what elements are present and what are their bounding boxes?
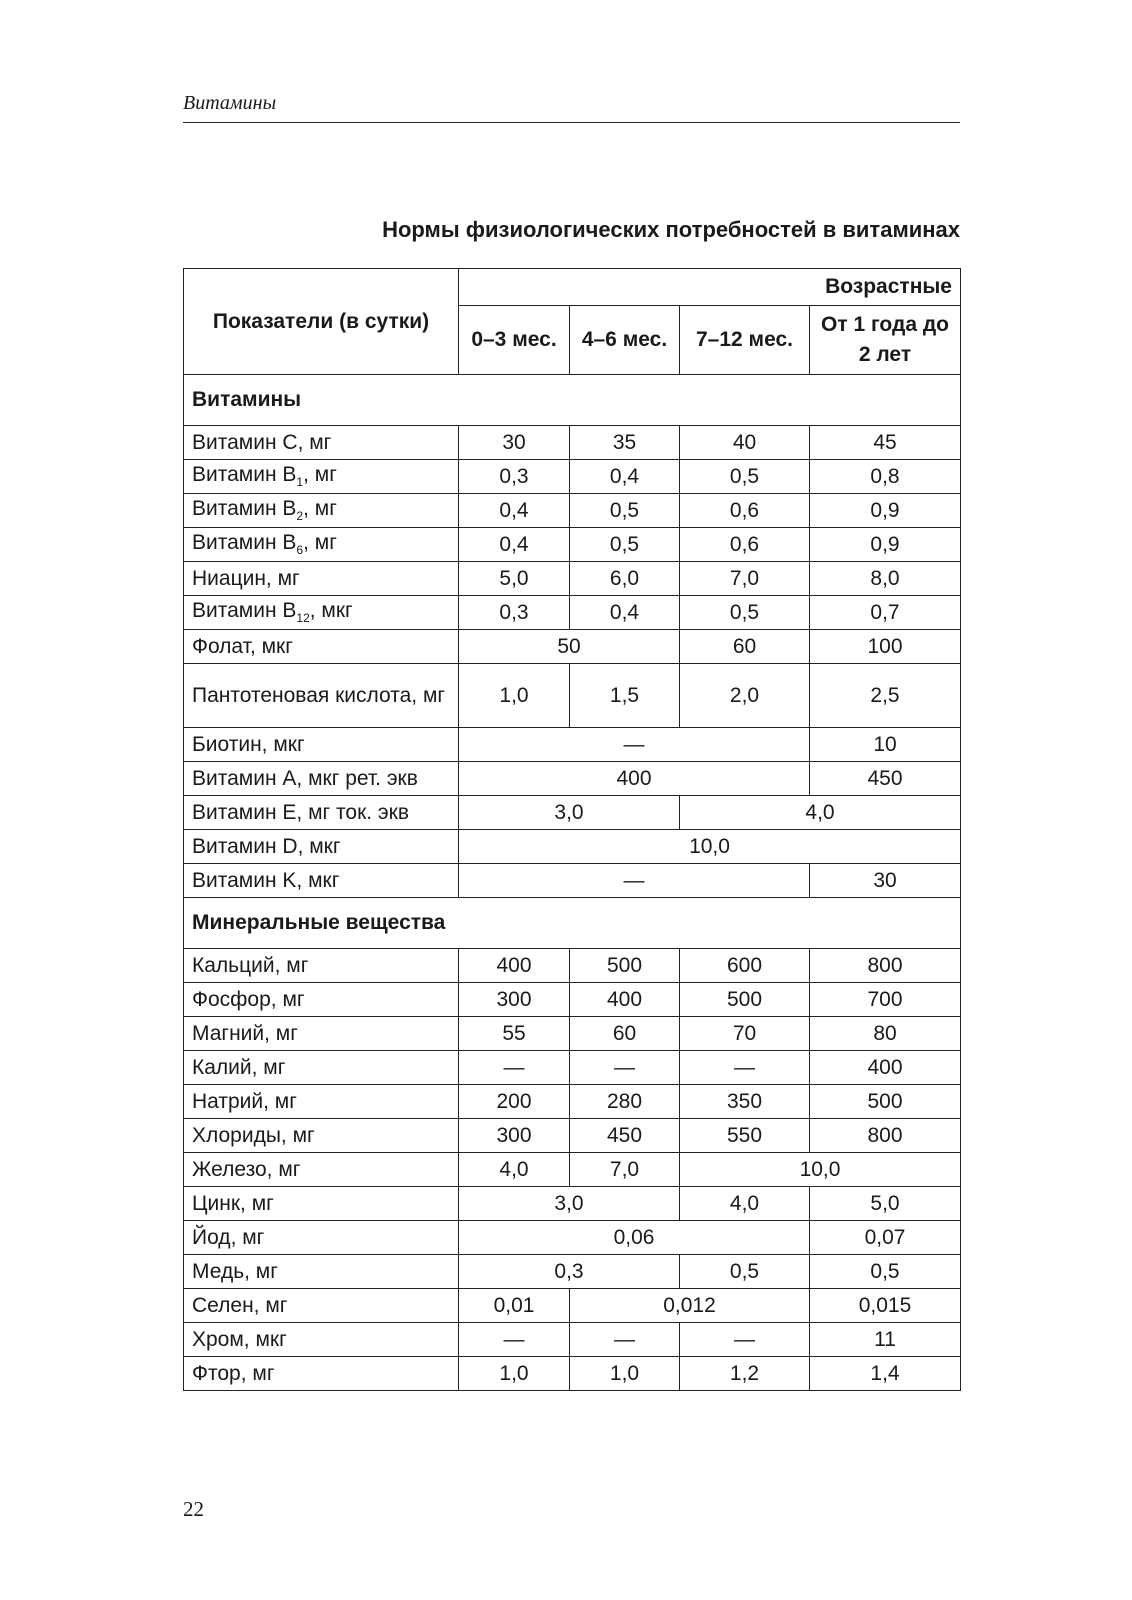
table-cell: 30	[810, 864, 961, 898]
table-cell: 2,5	[810, 664, 961, 728]
table-cell: 0,5	[680, 1255, 810, 1289]
table-cell: 60	[570, 1017, 680, 1051]
table-row	[184, 630, 961, 664]
table-row	[184, 1017, 961, 1051]
table-cell: 0,012	[570, 1289, 810, 1323]
header-row-1	[184, 269, 961, 306]
table-row	[184, 664, 961, 728]
row-label: Магний, мг	[184, 1017, 459, 1051]
table-cell: 300	[459, 1119, 570, 1153]
table-row	[184, 864, 961, 898]
table-cell: 0,5	[680, 596, 810, 630]
section-row	[184, 375, 961, 426]
header-rule	[183, 122, 960, 123]
col-header-7-12: 7–12 мес.	[680, 306, 810, 375]
row-label: Фтор, мг	[184, 1357, 459, 1391]
row-label: Витамин $B_1$, мг	[184, 460, 459, 494]
table-cell: 0,3	[459, 460, 570, 494]
table-cell: 2,0	[680, 664, 810, 728]
table-cell: 0,07	[810, 1221, 961, 1255]
table-cell: —	[459, 864, 810, 898]
table-cell: 3,0	[459, 1187, 680, 1221]
page-number: 22	[183, 1497, 204, 1521]
table-row	[184, 796, 961, 830]
table-cell: —	[459, 1051, 570, 1085]
table-cell: 0,01	[459, 1289, 570, 1323]
table-cell: 0,4	[459, 494, 570, 528]
table-row	[184, 1119, 961, 1153]
section-minerals: Минеральные вещества	[184, 898, 961, 949]
section-row	[184, 898, 961, 949]
row-label: Кальций, мг	[184, 949, 459, 983]
table-cell: 400	[459, 762, 810, 796]
table-cell: 60	[680, 630, 810, 664]
table-cell: 1,0	[459, 1357, 570, 1391]
table-cell: 500	[570, 949, 680, 983]
table-row	[184, 1323, 961, 1357]
section-vitamins: Витамины	[184, 375, 961, 426]
table-cell: 0,5	[570, 494, 680, 528]
table-row	[184, 494, 961, 528]
table-row	[184, 528, 961, 562]
row-label: Биотин, мкг	[184, 728, 459, 762]
row-label: Витамин K, мкг	[184, 864, 459, 898]
table-cell: 1,0	[570, 1357, 680, 1391]
table-cell: —	[459, 1323, 570, 1357]
running-head: Витамины	[183, 92, 277, 114]
param-column-header: Показатели (в сутки)	[184, 269, 459, 375]
table-cell: 800	[810, 1119, 961, 1153]
table-cell: 40	[680, 426, 810, 460]
table-cell: —	[680, 1051, 810, 1085]
table-cell: 0,015	[810, 1289, 961, 1323]
table-cell: 0,6	[680, 494, 810, 528]
table-cell: 500	[810, 1085, 961, 1119]
table-cell: 50	[459, 630, 680, 664]
table-cell: 0,5	[810, 1255, 961, 1289]
row-label: Хром, мкг	[184, 1323, 459, 1357]
table-cell: 7,0	[680, 562, 810, 596]
table-title: Нормы физиологических потребностей в витаминах	[382, 217, 960, 242]
table-cell: 0,7	[810, 596, 961, 630]
table-row	[184, 596, 961, 630]
table-cell: 0,3	[459, 1255, 680, 1289]
table-row	[184, 1051, 961, 1085]
table-cell: 0,5	[570, 528, 680, 562]
table-cell: 500	[680, 983, 810, 1017]
row-label: Пантотеновая кислота, мг	[184, 664, 459, 728]
table-cell: 400	[570, 983, 680, 1017]
row-label: Ниацин, мг	[184, 562, 459, 596]
table-cell: 1,2	[680, 1357, 810, 1391]
table-cell: 11	[810, 1323, 961, 1357]
table-row	[184, 1357, 961, 1391]
table-cell: 0,4	[459, 528, 570, 562]
table-row	[184, 762, 961, 796]
table-row	[184, 562, 961, 596]
row-label: Йод, мг	[184, 1221, 459, 1255]
table-row	[184, 1085, 961, 1119]
table-row	[184, 949, 961, 983]
row-label: Фосфор, мг	[184, 983, 459, 1017]
table-row	[184, 1221, 961, 1255]
col-header-1-2y: От 1 года до 2 лет	[810, 306, 961, 375]
row-label: Цинк, мг	[184, 1187, 459, 1221]
table-cell: 4,0	[680, 1187, 810, 1221]
table-cell: 0,3	[459, 596, 570, 630]
table-cell: 5,0	[459, 562, 570, 596]
row-label: Железо, мг	[184, 1153, 459, 1187]
table-cell: 80	[810, 1017, 961, 1051]
table-cell: 700	[810, 983, 961, 1017]
row-label: Витамин $B_{12}$, мкг	[184, 596, 459, 630]
table-row	[184, 830, 961, 864]
col-header-4-6: 4–6 мес.	[570, 306, 680, 375]
table-cell: 1,4	[810, 1357, 961, 1391]
table-cell: 0,6	[680, 528, 810, 562]
row-label: Натрий, мг	[184, 1085, 459, 1119]
table-cell: 1,5	[570, 664, 680, 728]
table-cell: 200	[459, 1085, 570, 1119]
table-cell: 800	[810, 949, 961, 983]
table-cell: 1,0	[459, 664, 570, 728]
table-cell: 0,4	[570, 460, 680, 494]
table-cell: 70	[680, 1017, 810, 1051]
row-label: Калий, мг	[184, 1051, 459, 1085]
table-cell: 4,0	[459, 1153, 570, 1187]
table-cell: 7,0	[570, 1153, 680, 1187]
col-header-0-3: 0–3 мес.	[459, 306, 570, 375]
row-label: Витамин $B_6$, мг	[184, 528, 459, 562]
table-cell: 350	[680, 1085, 810, 1119]
row-label: Хлориды, мг	[184, 1119, 459, 1153]
table-row	[184, 983, 961, 1017]
table-cell: 6,0	[570, 562, 680, 596]
table-cell: 550	[680, 1119, 810, 1153]
table-cell: 30	[459, 426, 570, 460]
table-cell: 300	[459, 983, 570, 1017]
table-cell: 35	[570, 426, 680, 460]
table-cell: 4,0	[680, 796, 961, 830]
table-cell: 55	[459, 1017, 570, 1051]
table-cell: 5,0	[810, 1187, 961, 1221]
table-cell: 0,4	[570, 596, 680, 630]
table-cell: 280	[570, 1085, 680, 1119]
table-row	[184, 426, 961, 460]
table-row	[184, 1289, 961, 1323]
table-cell: 8,0	[810, 562, 961, 596]
table-cell: 10,0	[459, 830, 961, 864]
table-cell: 400	[810, 1051, 961, 1085]
table-cell: 0,5	[680, 460, 810, 494]
table-cell: 10	[810, 728, 961, 762]
table-row	[184, 728, 961, 762]
row-label: Витамин D, мкг	[184, 830, 459, 864]
table-cell: 0,9	[810, 494, 961, 528]
row-label: Фолат, мкг	[184, 630, 459, 664]
row-label: Медь, мг	[184, 1255, 459, 1289]
row-label: Селен, мг	[184, 1289, 459, 1323]
row-label: Витамин A, мкг рет. экв	[184, 762, 459, 796]
table-cell: 45	[810, 426, 961, 460]
table-cell: —	[459, 728, 810, 762]
table-cell: 0,9	[810, 528, 961, 562]
table-cell: 600	[680, 949, 810, 983]
table-cell: 450	[570, 1119, 680, 1153]
table-row	[184, 460, 961, 494]
table-cell: 0,8	[810, 460, 961, 494]
age-group-header: Возрастные	[459, 269, 961, 306]
table-cell: —	[570, 1051, 680, 1085]
table-cell: 400	[459, 949, 570, 983]
table-cell: 100	[810, 630, 961, 664]
norms-table	[183, 268, 961, 1391]
row-label: Витамин C, мг	[184, 426, 459, 460]
row-label: Витамин E, мг ток. экв	[184, 796, 459, 830]
table-row	[184, 1187, 961, 1221]
table-row	[184, 1153, 961, 1187]
table-cell: 3,0	[459, 796, 680, 830]
table-row	[184, 1255, 961, 1289]
table-cell: —	[680, 1323, 810, 1357]
table-cell: 10,0	[680, 1153, 961, 1187]
row-label: Витамин $B_2$, мг	[184, 494, 459, 528]
table-cell: 0,06	[459, 1221, 810, 1255]
table-cell: 450	[810, 762, 961, 796]
table-cell: —	[570, 1323, 680, 1357]
